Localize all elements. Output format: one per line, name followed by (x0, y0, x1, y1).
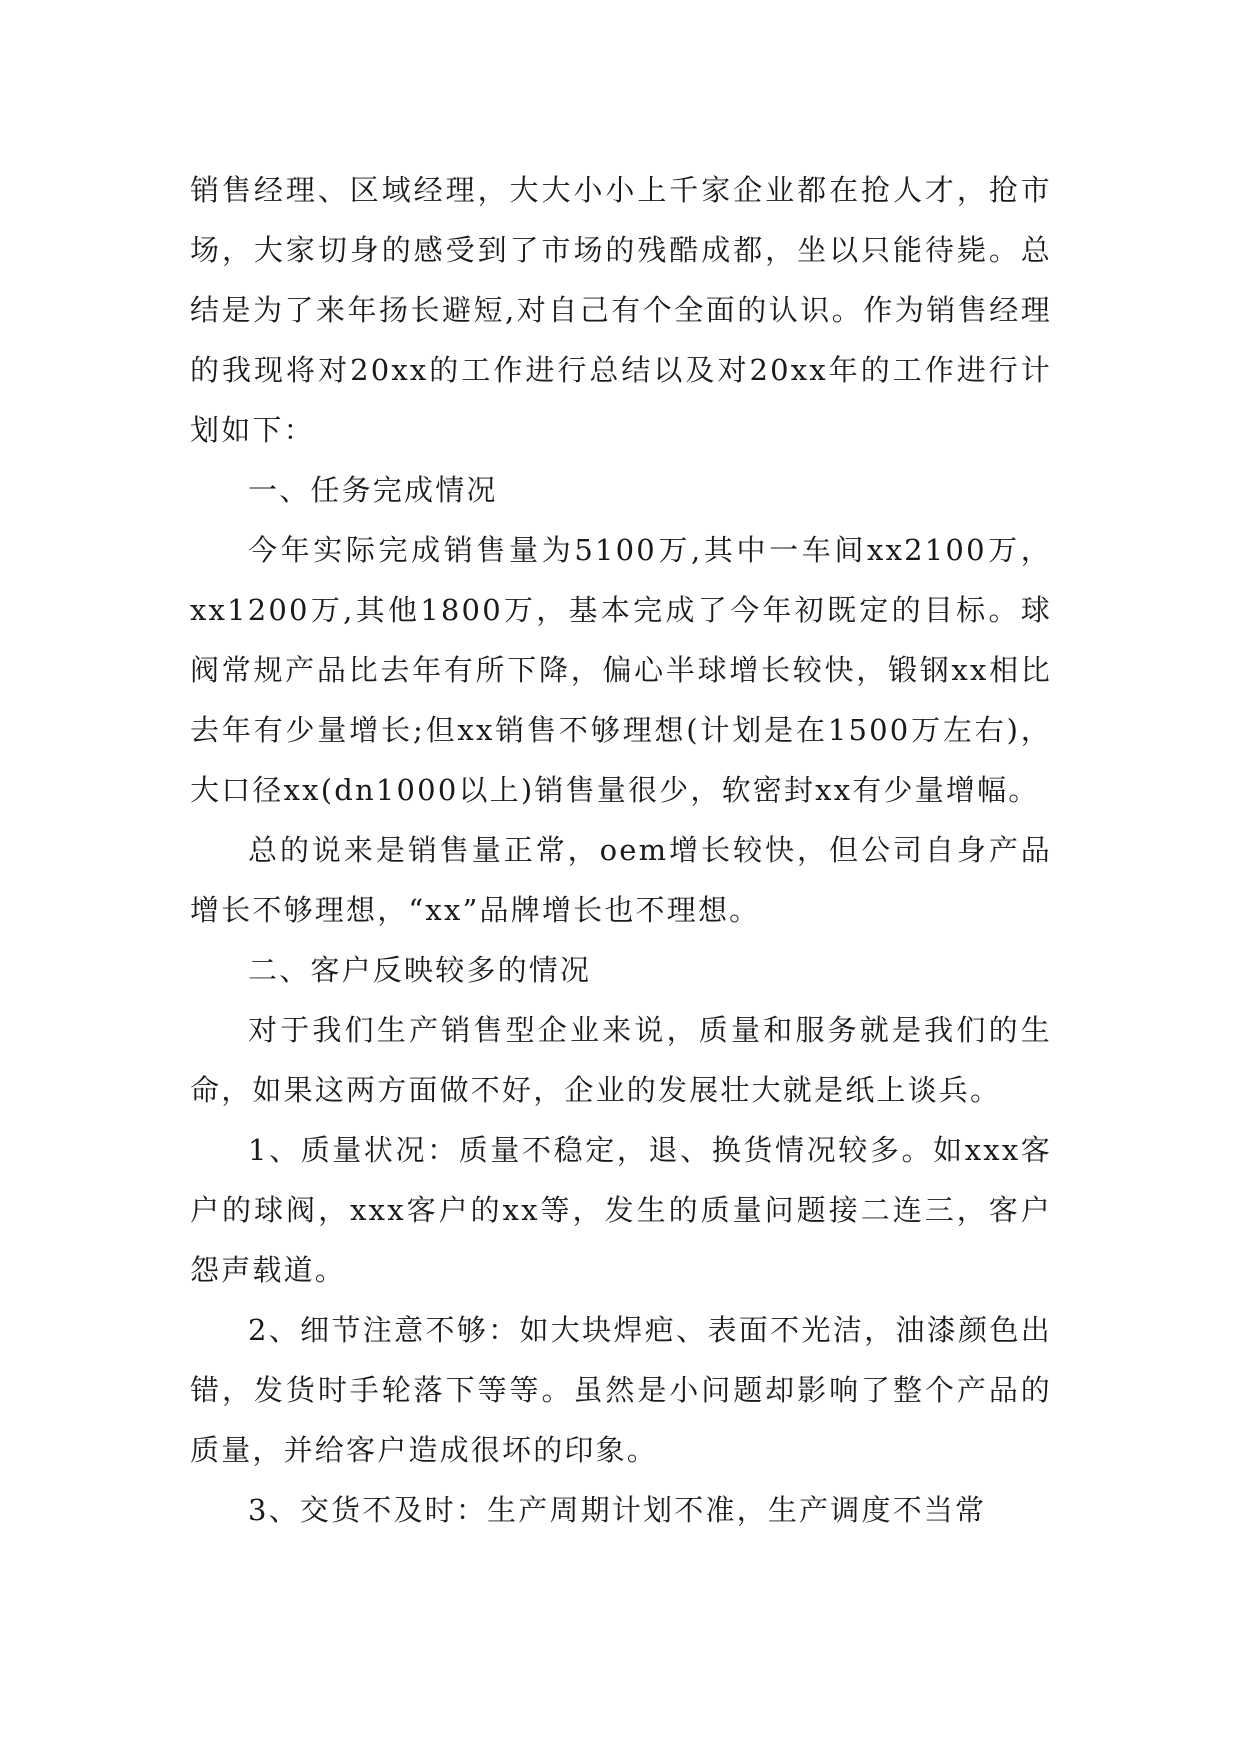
task-completion-paragraph: 今年实际完成销售量为5100万,其中一车间xx2100万，xx1200万,其他1800万，基本完成了今年初既定的目标。球阀常规产品比去年有所下降，偏心半球增长较快，锻钢xx相比去年有少量增长;但xx销售不够理想(计划是在1500万左右)，大口径xx(dn1000以上)销售量很少，软密封xx有少量增幅。 (190, 533, 1052, 807)
summary-paragraph: 总的说来是销售量正常，oem增长较快，但公司自身产品增长不够理想，“xx”品牌增长也不理想。 (190, 833, 1052, 927)
quality-service-paragraph: 对于我们生产销售型企业来说，质量和服务就是我们的生命，如果这两方面做不好，企业的发展壮大就是纸上谈兵。 (190, 1013, 1052, 1107)
section-heading-task-completion: 一、任务完成情况 (248, 473, 498, 507)
list-item-details: 2、细节注意不够：如大块焊疤、表面不光洁，油漆颜色出错，发货时手轮落下等等。虽然是小问题却影响了整个产品的质量，并给客户造成很坏的印象。 (190, 1313, 1052, 1467)
document-page (190, 160, 1052, 1540)
intro-paragraph: 销售经理、区域经理，大大小小上千家企业都在抢人才，抢市场，大家切身的感受到了市场的残酷成都，坐以只能待毙。总结是为了来年扬长避短,对自己有个全面的认识。作为销售经理的我现将对20xx的工作进行总结以及对20xx年的工作进行计划如下： (190, 173, 1052, 447)
list-item-quality-status: 1、质量状况：质量不稳定，退、换货情况较多。如xxx客户的球阀，xxx客户的xx等，发生的质量问题接二连三，客户怨声载道。 (190, 1133, 1052, 1287)
section-heading-customer-feedback: 二、客户反映较多的情况 (248, 953, 592, 987)
list-item-delivery: 3、交货不及时：生产周期计划不准，生产调度不当常 (248, 1493, 987, 1527)
